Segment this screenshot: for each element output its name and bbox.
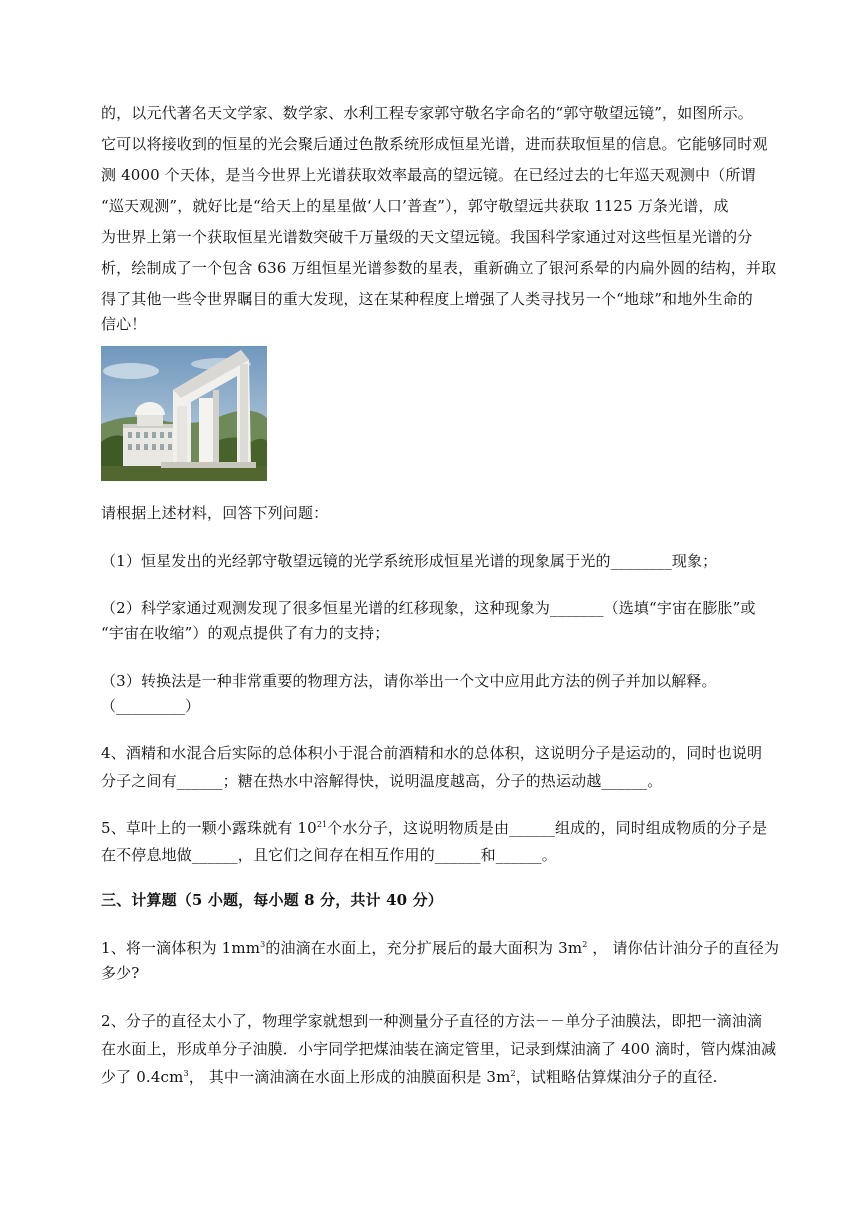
question-2-line-1: （2）科学家通过观测发现了很多恒星光谱的红移现象，这种现象为_______（选填“宇宙在膨胀”或 (101, 599, 756, 617)
item-5-text-a: 5、草叶上的一颗小露珠就有 10 (101, 819, 317, 837)
calc-2-text-c: ，试粗略估算煤油分子的直径. (515, 1068, 718, 1086)
calc-1-text-b: 的油滴在水面上，充分扩展后的最大面积为 3m (265, 939, 583, 957)
passage-line: 测 4000 个天体，是当今世界上光谱获取效率最高的望远镜。在已经过去的七年巡天观测中（所谓 (101, 166, 756, 184)
calc-2-line-3 (101, 1067, 781, 1087)
calc-2-text-a: 少了 0.4cm (101, 1068, 184, 1086)
calc-1-text-c: ， 请你估计油分子的直径为 (587, 939, 780, 957)
calc-2-text-b: ， 其中一滴油滴在水面上形成的油膜面积是 3m (188, 1068, 511, 1086)
exponent: 2 (582, 940, 588, 949)
item-5-text-b: 个水分子，这说明物质是由______组成的，同时组成物质的分子是 (327, 819, 768, 837)
question-1: （1）恒星发出的光经郭守敬望远镜的光学系统形成恒星光谱的现象属于光的________现象； (101, 552, 718, 570)
calc-2-line-2: 在水面上，形成单分子油膜．小宇同学把煤油装在滴定管里，记录到煤油滴了 400 滴时，管内煤油减 (101, 1040, 777, 1058)
question-2-line-2: “宇宙在收缩”）的观点提供了有力的支持； (101, 624, 390, 642)
question-3-line-2: （_________） (101, 697, 201, 715)
item-5-line-2: 在不停息地做______，且它们之间存在相互作用的______和______。 (101, 846, 557, 864)
passage-line: “巡天观测”，就好比是“给天上的星星做‘人口’普查”），郭守敬望远共获取 1125 万条光谱，成 (101, 197, 729, 215)
passage-line: 得了其他一些令世界瞩目的重大发现，这在某种程度上增强了人类寻找另一个“地球”和地外生命的 (101, 290, 753, 308)
passage-line: 的，以元代著名天文学家、数学家、水利工程专家郭守敬名字命名的“郭守敬望远镜”，如图所示。 (101, 104, 753, 122)
telescope-photo (101, 346, 267, 481)
section-3-title: 三、计算题（5 小题，每小题 8 分，共计 40 分） (101, 891, 443, 909)
questions-prompt: 请根据上述材料，回答下列问题： (101, 504, 329, 522)
calc-1-line-1 (101, 938, 781, 958)
item-4-line-1: 4、酒精和水混合后实际的总体积小于混合前酒精和水的总体积，这说明分子是运动的，同时也说明 (101, 744, 763, 762)
question-3-line-1: （3）转换法是一种非常重要的物理方法，请你举出一个文中应用此方法的例子并加以解释。 (101, 672, 717, 690)
exponent: 3 (260, 940, 266, 949)
calc-2-line-1: 2、分子的直径太小了，物理学家就想到一种测量分子直径的方法－－单分子油膜法，即把一滴油滴 (101, 1012, 763, 1030)
calc-1-text-a: 1、将一滴体积为 1mm (101, 939, 261, 957)
calc-1-line-2: 多少? (101, 964, 140, 982)
exponent: 2 (510, 1069, 516, 1078)
item-4-line-2: 分子之间有______；糖在热水中溶解得快，说明温度越高，分子的热运动越______。 (101, 772, 663, 790)
passage-line: 为世界上第一个获取恒星光谱数突破千万量级的天文望远镜。我国科学家通过对这些恒星光谱的分 (101, 228, 753, 246)
passage-line: 信心！ (101, 315, 147, 333)
exponent: 21 (316, 820, 328, 829)
exponent: 3 (183, 1069, 189, 1078)
telescope-photo-icon (101, 346, 267, 481)
passage-line: 它可以将接收到的恒星的光会聚后通过色散系统形成恒星光谱，进而获取恒星的信息。它能够同时观 (101, 135, 768, 153)
passage-line: 析，绘制成了一个包含 636 万组恒星光谱参数的星表，重新确立了银河系晕的内扁外圆的结构，并取 (101, 259, 777, 277)
item-5-line-1 (101, 818, 781, 838)
